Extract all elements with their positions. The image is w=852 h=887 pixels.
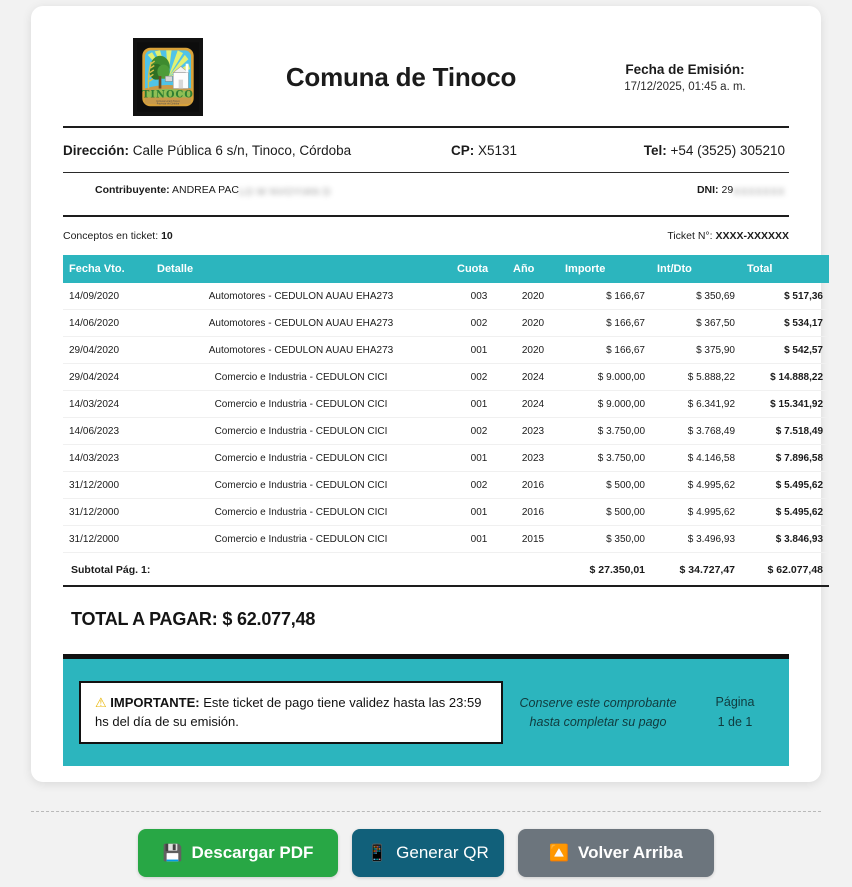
cell-cuota: 002 [451,418,507,445]
postal-code-field [409,143,559,158]
cell-cuota: 001 [451,337,507,364]
phone-value: +54 (3525) 305210 [670,142,785,158]
mobile-phone-icon: 📱 [367,845,388,862]
address-row [63,128,789,172]
cell-detalle: Comercio e Industria - CEDULON CICI [151,418,451,445]
cell-int-dto: $ 3.496,93 [651,526,741,553]
cell-cuota: 002 [451,472,507,499]
cell-fecha-vto: 14/03/2023 [63,445,151,472]
keep-receipt-text: Conserve este comprobante hasta completar su pago [519,695,677,729]
cell-cuota: 002 [451,310,507,337]
cell-fecha-vto: 14/06/2023 [63,418,151,445]
cell-total: $ 15.341,92 [741,391,829,418]
phone-field [559,143,789,158]
cell-anio: 2024 [507,364,559,391]
concepts-table-body [63,283,829,553]
svg-text:Comuna Lorem Tinoco: Comuna Lorem Tinoco [156,100,180,103]
concepts-count-label: Conceptos en ticket: [63,230,159,242]
cell-total: $ 542,57 [741,337,829,364]
action-button-bar [0,829,852,877]
page-indicator-value: 1 de 1 [717,714,753,729]
cell-total: $ 5.495,62 [741,499,829,526]
cell-int-dto: $ 350,69 [651,283,741,310]
cell-anio: 2023 [507,445,559,472]
cell-fecha-vto: 29/04/2024 [63,364,151,391]
cell-cuota: 002 [451,364,507,391]
emission-label: Fecha de Emisión: [625,61,745,77]
table-row [63,283,829,310]
cell-fecha-vto: 29/04/2020 [63,337,151,364]
cell-importe: $ 166,67 [559,283,651,310]
cell-cuota: 001 [451,391,507,418]
subtotal-row [63,553,829,587]
svg-text:Provincia de Córdoba: Provincia de Córdoba [156,103,180,106]
cell-detalle: Comercio e Industria - CEDULON CICI [151,364,451,391]
cell-cuota: 001 [451,445,507,472]
cell-importe: $ 350,00 [559,526,651,553]
download-pdf-button[interactable] [138,829,338,877]
cell-total: $ 5.495,62 [741,472,829,499]
cell-importe: $ 9.000,00 [559,391,651,418]
cell-importe: $ 500,00 [559,499,651,526]
cell-fecha-vto: 31/12/2000 [63,526,151,553]
ticket-number-field [667,230,789,242]
warning-icon: ⚠ [95,694,107,710]
dni-value: 29 [721,184,734,196]
cell-anio: 2020 [507,283,559,310]
contributor-divider [63,215,789,217]
col-header-fecha: Fecha Vto. [63,255,151,283]
important-text: Este ticket de pago tiene validez hasta las 23:59 hs del día de su emisión. [95,694,482,729]
subtotal-importe: $ 27.350,01 [559,553,651,587]
cell-importe: $ 166,67 [559,337,651,364]
receipt-header [63,30,789,120]
footer-notice-strip [63,654,789,766]
cell-importe: $ 3.750,00 [559,418,651,445]
download-pdf-label: Descargar PDF [191,843,314,862]
cell-total: $ 534,17 [741,310,829,337]
cell-anio: 2016 [507,472,559,499]
cell-importe: $ 3.750,00 [559,445,651,472]
emission-block [589,62,789,93]
subtotal-int-dto: $ 34.727,47 [651,553,741,587]
table-row [63,526,829,553]
postal-code-value: X5131 [477,142,518,158]
cell-detalle: Comercio e Industria - CEDULON CICI [151,499,451,526]
org-title-container [203,62,589,93]
cell-cuota: 001 [451,499,507,526]
cell-detalle: Comercio e Industria - CEDULON CICI [151,445,451,472]
cell-total: $ 14.888,22 [741,364,829,391]
cell-detalle: Automotores - CEDULON AUAU EHA273 [151,337,451,364]
concepts-table [63,255,829,587]
logo-container [133,38,203,116]
table-row [63,391,829,418]
cell-anio: 2024 [507,391,559,418]
cell-cuota: 003 [451,283,507,310]
cell-importe: $ 166,67 [559,310,651,337]
subtotal-label: Subtotal Pág. 1: [63,553,559,587]
cell-fecha-vto: 14/06/2020 [63,310,151,337]
important-notice-box [79,681,503,745]
ticket-number-label: Ticket N°: [667,230,713,242]
cell-total: $ 7.518,49 [741,418,829,445]
table-header-row [63,255,829,283]
cell-fecha-vto: 14/03/2024 [63,391,151,418]
total-a-pagar: TOTAL A PAGAR: $ 62.077,48 [71,609,316,629]
cell-total: $ 517,36 [741,283,829,310]
address-label: Dirección: [63,142,130,158]
col-header-cuota: Cuota [451,255,507,283]
floppy-disk-icon: 💾 [162,845,183,862]
col-header-anio: Año [507,255,559,283]
dni-value-redacted: XXXXXXX [733,186,785,198]
cell-int-dto: $ 4.146,58 [651,445,741,472]
cell-anio: 2016 [507,499,559,526]
table-row [63,337,829,364]
cell-fecha-vto: 31/12/2000 [63,499,151,526]
cell-importe: $ 500,00 [559,472,651,499]
back-to-top-button[interactable] [518,829,714,877]
cell-detalle: Comercio e Industria - CEDULON CICI [151,472,451,499]
cell-int-dto: $ 375,90 [651,337,741,364]
page-indicator [693,693,777,732]
cell-detalle: Automotores - CEDULON AUAU EHA273 [151,283,451,310]
svg-text:TINOCO: TINOCO [142,89,194,101]
ticket-number-value: XXXX-XXXXXX [715,230,789,242]
contributor-value-redacted: LO M NVOYIAN D [238,186,331,198]
tinoco-crest-icon [133,38,203,116]
ticket-meta-row [63,221,789,251]
cell-cuota: 001 [451,526,507,553]
page-indicator-label: Página [715,695,755,710]
address-field [63,143,409,158]
section-divider [31,811,821,812]
address-value: Calle Pública 6 s/n, Tinoco, Córdoba [132,142,352,158]
cell-int-dto: $ 4.995,62 [651,472,741,499]
table-row [63,310,829,337]
concepts-count-field [63,230,667,242]
subtotal-total: $ 62.077,48 [741,553,829,587]
cell-total: $ 7.896,58 [741,445,829,472]
dni-field [697,184,785,198]
generate-qr-label: Generar QR [396,843,489,862]
up-arrow-icon: 🔼 [549,845,570,862]
cell-int-dto: $ 3.768,49 [651,418,741,445]
table-row [63,418,829,445]
page-title: Comuna de Tinoco [285,61,517,92]
table-row [63,364,829,391]
cell-detalle: Automotores - CEDULON AUAU EHA273 [151,310,451,337]
back-to-top-label: Volver Arriba [578,843,683,862]
phone-label: Tel: [643,142,667,158]
concepts-count-value: 10 [161,230,173,242]
receipt-card [31,6,821,782]
cell-detalle: Comercio e Industria - CEDULON CICI [151,391,451,418]
table-row [63,445,829,472]
contributor-label: Contribuyente: [95,184,170,196]
col-header-importe: Importe [559,255,651,283]
table-row [63,499,829,526]
cell-anio: 2015 [507,526,559,553]
dni-label: DNI: [696,184,719,196]
generate-qr-button[interactable] [352,829,504,877]
cell-fecha-vto: 14/09/2020 [63,283,151,310]
cell-anio: 2020 [507,337,559,364]
col-header-total: Total [741,255,829,283]
cell-anio: 2023 [507,418,559,445]
cell-int-dto: $ 4.995,62 [651,499,741,526]
cell-importe: $ 9.000,00 [559,364,651,391]
cell-int-dto: $ 367,50 [651,310,741,337]
contributor-field [95,184,697,198]
cell-anio: 2020 [507,310,559,337]
cell-int-dto: $ 6.341,92 [651,391,741,418]
cell-total: $ 3.846,93 [741,526,829,553]
important-label: IMPORTANTE: [110,694,200,710]
col-header-detalle: Detalle [151,255,451,283]
contributor-value: ANDREA PAC [172,184,239,196]
postal-code-label: CP: [450,142,475,158]
emission-value: 17/12/2025, 01:45 a. m. [624,80,746,93]
table-row [63,472,829,499]
cell-fecha-vto: 31/12/2000 [63,472,151,499]
cell-detalle: Comercio e Industria - CEDULON CICI [151,526,451,553]
cell-int-dto: $ 5.888,22 [651,364,741,391]
col-header-int-dto: Int/Dto [651,255,741,283]
contributor-row [63,173,789,209]
